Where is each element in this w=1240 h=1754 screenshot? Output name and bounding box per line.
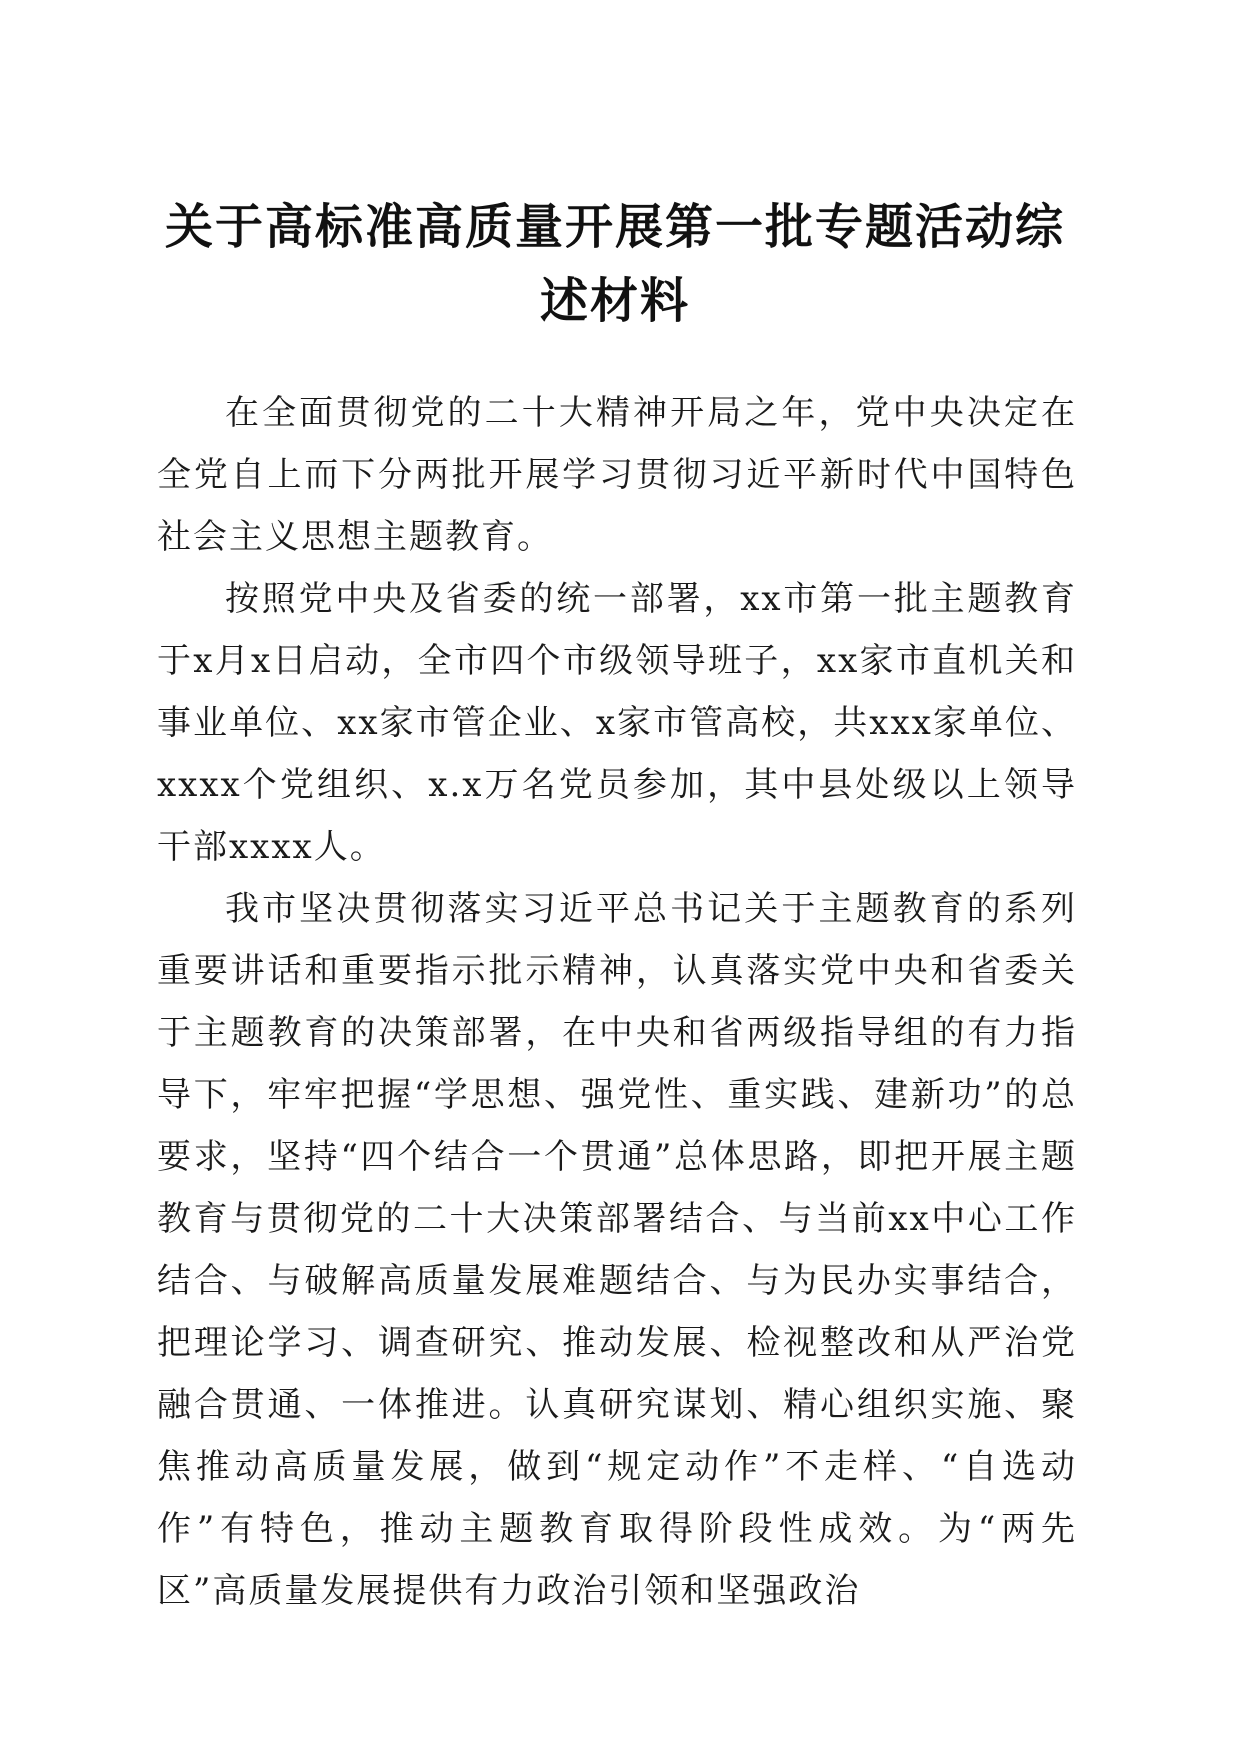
document-body [157, 382, 1077, 1622]
paragraph-implementation: 我市坚决贯彻落实习近平总书记关于主题教育的系列重要讲话和重要指示批示精神，认真落实党中央和省委关于主题教育的决策部署，在中央和省两级指导组的有力指导下，牢牢把握“学思想、强党性、重实践、建新功”的总要求，坚持“四个结合一个贯通”总体思路，即把开展主题教育与贯彻党的二十大决策部署结合、与当前xx中心工作结合、与破解高质量发展难题结合、与为民办实事结合，把理论学习、调查研究、推动发展、检视整改和从严治党融合贯通、一体推进。认真研究谋划、精心组织实施、聚焦推动高质量发展，做到“规定动作”不走样、“自选动作”有特色，推动主题教育取得阶段性成效。为“两先区”高质量发展提供有力政治引领和坚强政治 [157, 889, 1077, 1611]
document-title: 关于高标准高质量开展第一批专题活动综述材料 [164, 199, 1065, 329]
paragraph-deployment: 按照党中央及省委的统一部署，xx市第一批主题教育于x月x日启动，全市四个市级领导班子，xx家市直机关和事业单位、xx家市管企业、x家市管高校，共xxx家单位、xxxx个党组织、x.x万名党员参加，其中县处级以上领导干部xxxx人。 [157, 579, 1077, 867]
paragraph-intro: 在全面贯彻党的二十大精神开局之年，党中央决定在全党自上而下分两批开展学习贯彻习近平新时代中国特色社会主义思想主题教育。 [157, 393, 1077, 557]
